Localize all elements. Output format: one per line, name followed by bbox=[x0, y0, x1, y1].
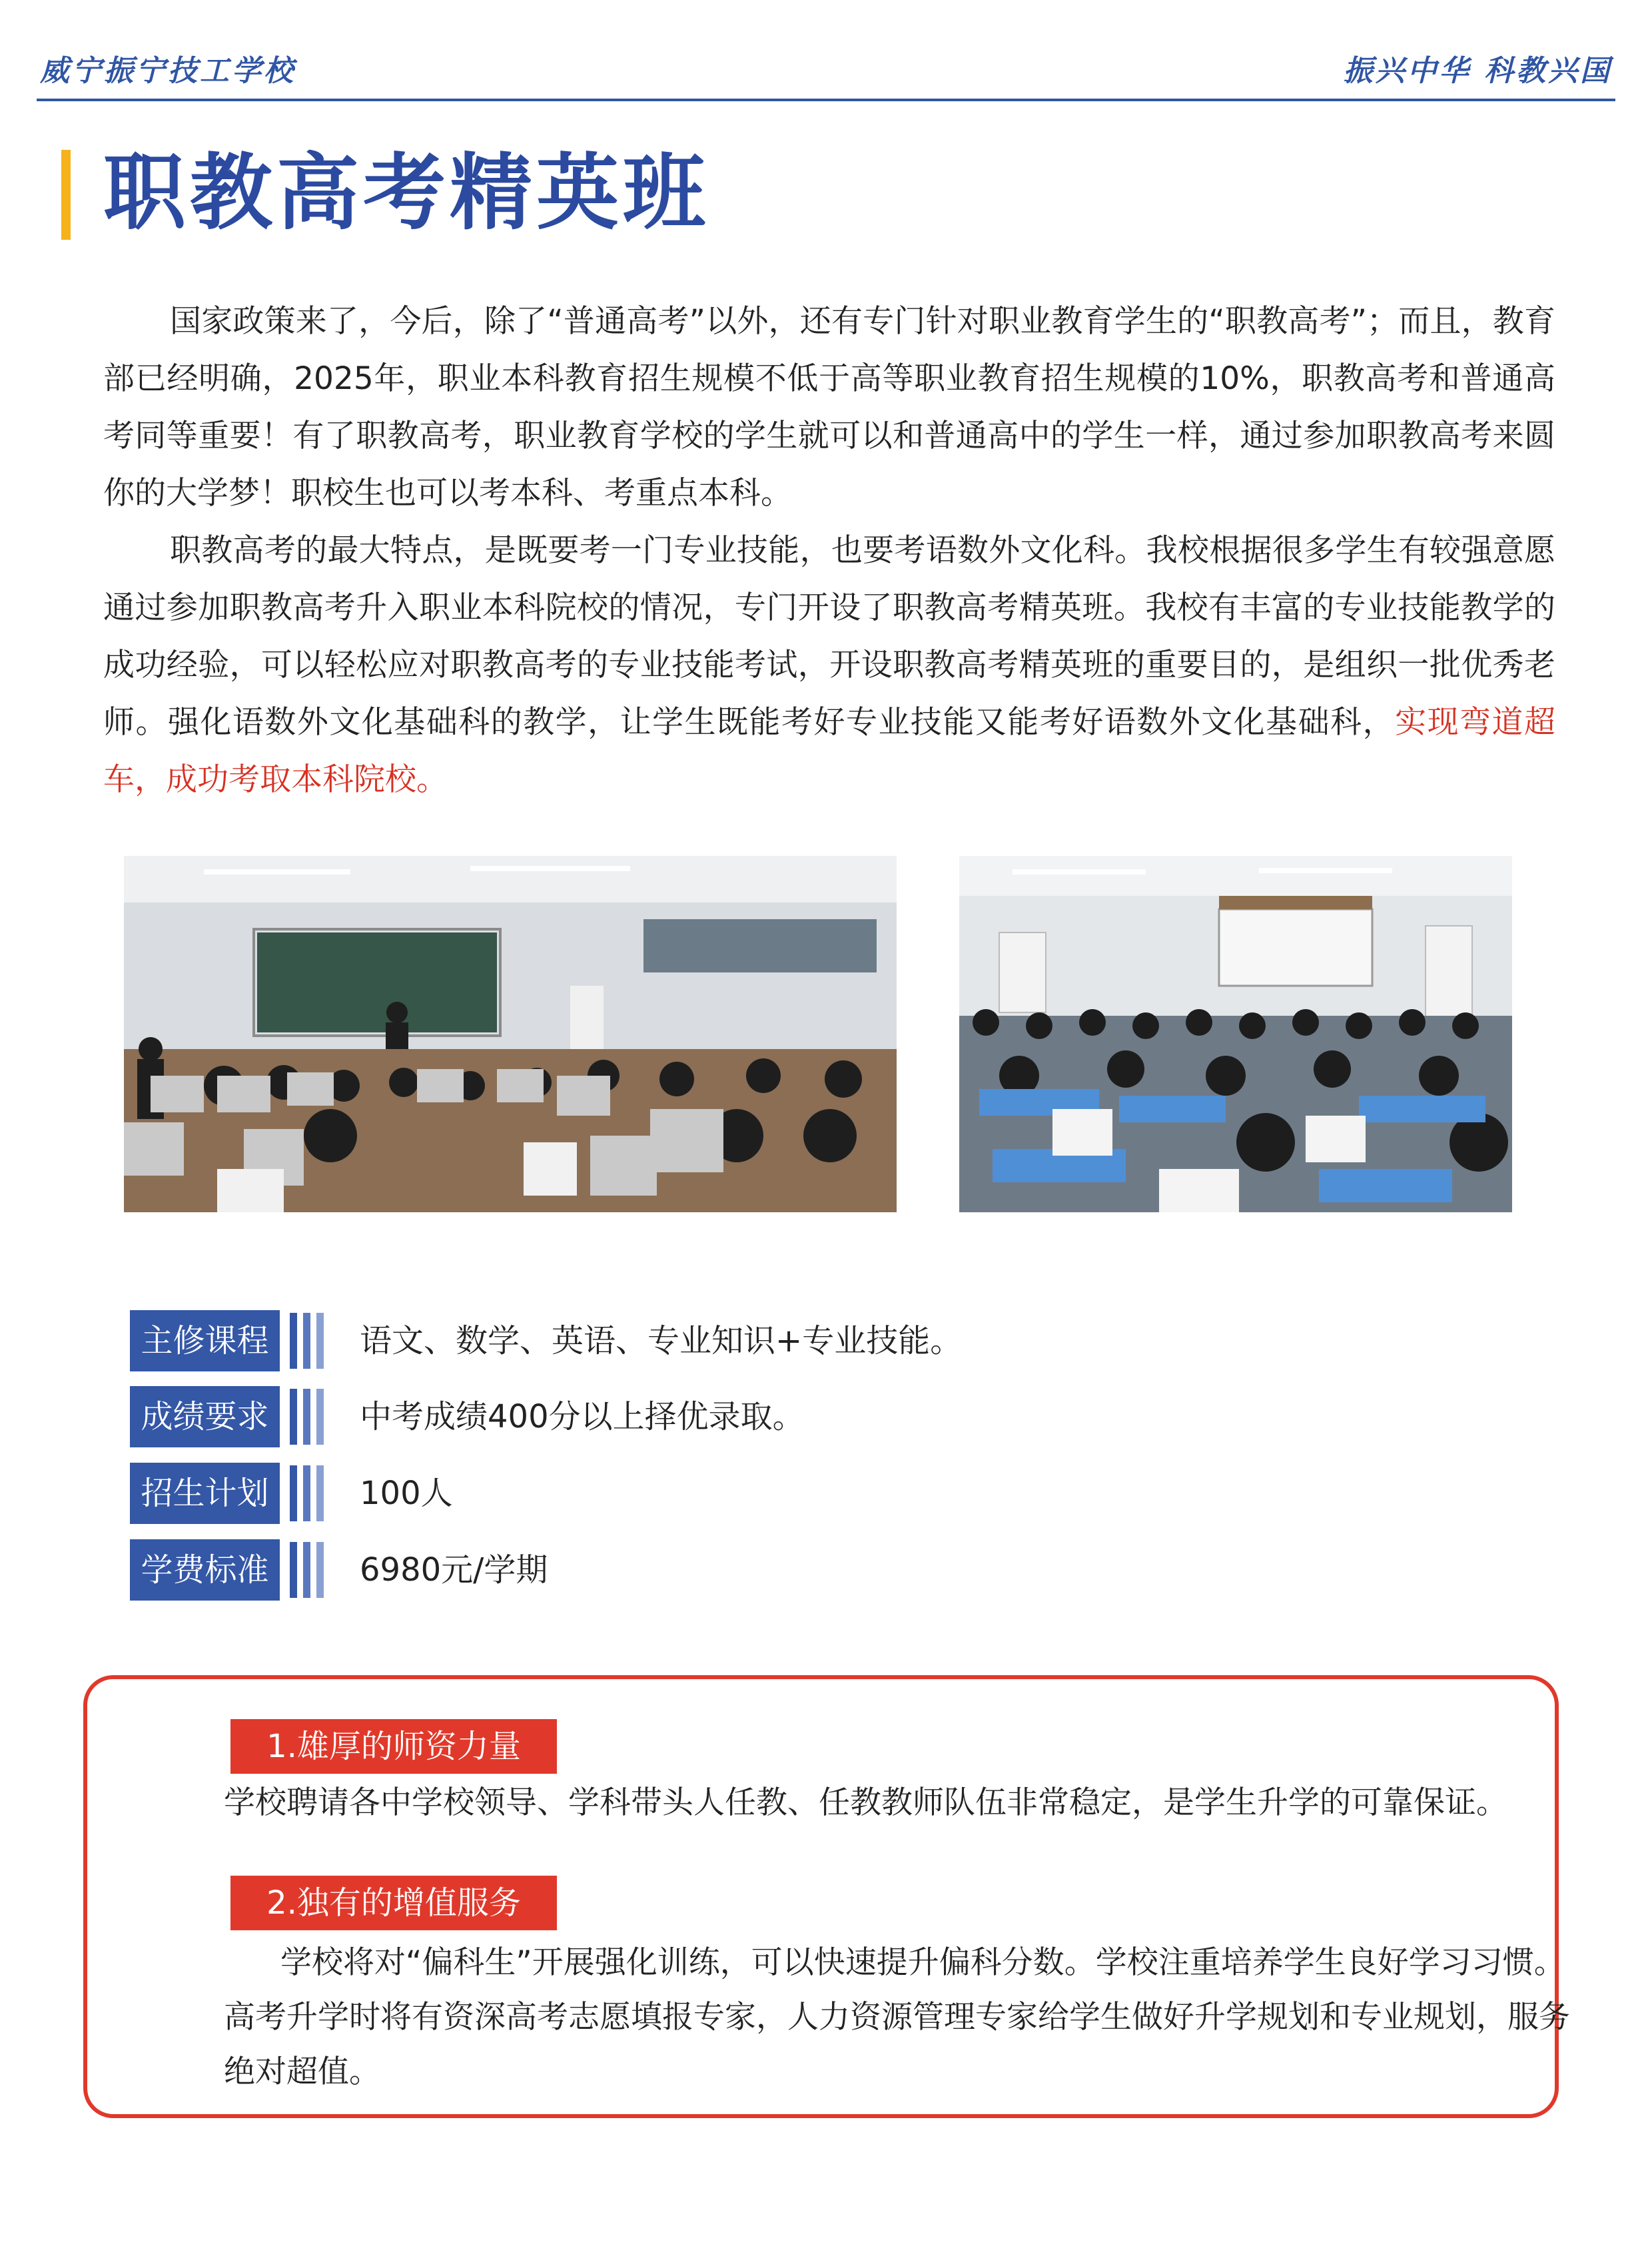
classroom-photo-lecture bbox=[959, 856, 1512, 1212]
info-value-courses: 语文、数学、英语、专业知识+专业技能。 bbox=[360, 1322, 963, 1359]
feature-tag-teachers: 1.雄厚的师资力量 bbox=[230, 1719, 557, 1774]
classroom-photo-computer-lab bbox=[124, 856, 897, 1212]
feature-text-teachers: 学校聘请各中学校领导、学科带头人任教、任教教师队伍非常稳定，是学生升学的可靠保证。 bbox=[224, 1784, 1507, 1821]
page-title: 职教高考精英班 bbox=[103, 145, 710, 241]
features-panel bbox=[83, 1675, 1570, 2118]
info-label-enrollment: 招生计划 bbox=[130, 1463, 280, 1524]
intro-section bbox=[103, 293, 1555, 809]
intro-paragraph-2 bbox=[103, 522, 1555, 809]
header-divider bbox=[37, 99, 1615, 101]
info-label-courses: 主修课程 bbox=[130, 1310, 280, 1371]
title-accent-bar bbox=[61, 150, 71, 240]
header-school-name: 威宁振宁技工学校 bbox=[40, 54, 296, 88]
feature-text-services: 学校将对“偏科生”开展强化训练，可以快速提升偏科分数。学校注重培养学生良好学习习惯。高考升学时将有资深高考志愿填报专家，人力资源管理专家给学生做好升学规划和专业规划，服务绝对超值。 bbox=[224, 1944, 1570, 2090]
info-value-score: 中考成绩400分以上择优录取。 bbox=[360, 1398, 805, 1435]
info-value-tuition: 6980元/学期 bbox=[360, 1551, 548, 1589]
intro-highlight: 实现弯道超车，成功考取本科院校。 bbox=[103, 704, 1556, 798]
intro-paragraph-1: 国家政策来了，今后，除了“普通高考”以外，还有专门针对职业教育学生的“职教高考”；而且，教育部已经明确，2025年，职业本科教育招生规模不低于高等职业教育招生规模的10%，职教高考和普通高考同等重要！有了职教高考，职业教育学校的学生就可以和普通高中的学生一样，通过参加职教高考来圆你的大学梦！职校生也可以考本科、考重点本科。 bbox=[103, 303, 1555, 512]
info-value-enrollment: 100人 bbox=[360, 1475, 453, 1512]
intro-paragraph-2-text: 职教高考的最大特点，是既要考一门专业技能，也要考语数外文化科。我校根据很多学生有较强意愿通过参加职教高考升入职业本科院校的情况，专门开设了职教高考精英班。我校有丰富的专业技能教学的成功经验，可以轻松应对职教高考的专业技能考试，开设职教高考精英班的重要目的，是组织一批优秀老师。强化语数外文化基础科的教学，让学生既能考好专业技能又能考好语数外文化基础科， bbox=[103, 532, 1555, 741]
info-label-tuition: 学费标准 bbox=[130, 1539, 280, 1601]
feature-tag-services: 2.独有的增值服务 bbox=[230, 1876, 557, 1930]
header-slogan: 振兴中华 科教兴国 bbox=[1343, 54, 1612, 88]
info-label-score: 成绩要求 bbox=[130, 1386, 280, 1447]
